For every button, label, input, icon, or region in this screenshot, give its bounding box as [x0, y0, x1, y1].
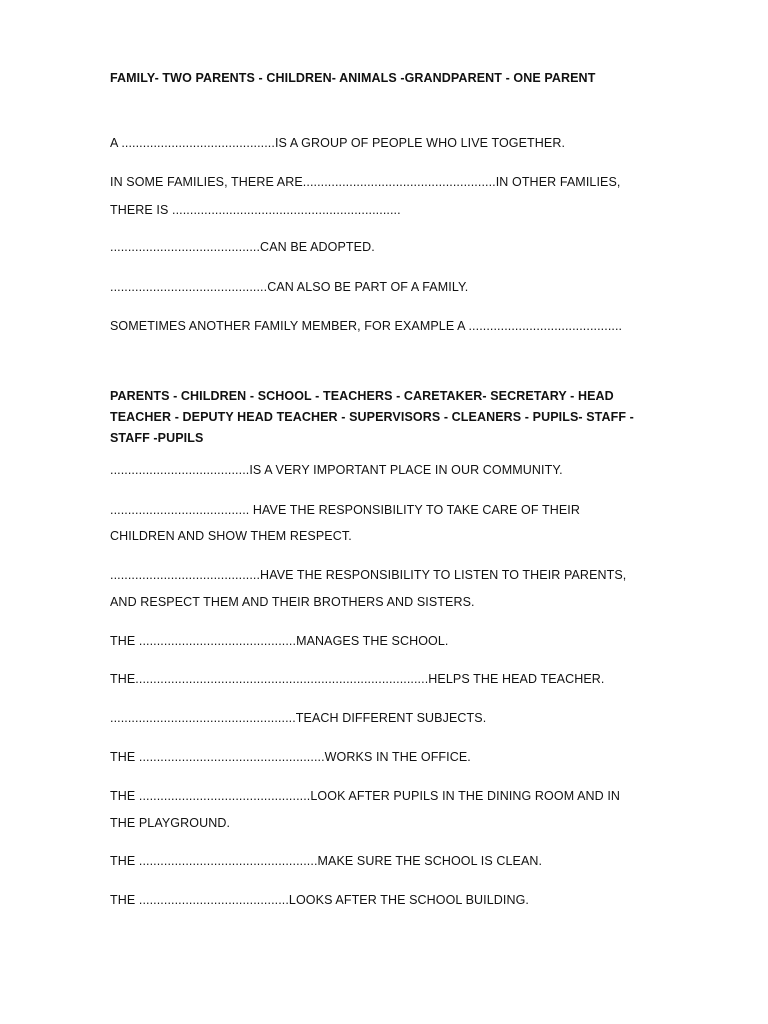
- school-sentence-4: THE ............................................MANAGES THE SCHOOL.: [110, 634, 449, 648]
- school-sentence-9: THE ..................................................MAKE SURE THE SCHOOL IS CLEAN.: [110, 854, 543, 868]
- family-sentence-2a: IN SOME FAMILIES, THERE ARE......................................................IN OTHER FAMILIES,: [110, 175, 621, 189]
- school-sentence-3a: ..........................................HAVE THE RESPONSIBILITY TO LISTEN TO THEIR PARENTS,: [110, 568, 627, 582]
- school-sentence-5: THE..................................................................................HELPS THE HEAD TEACHER.: [110, 672, 605, 686]
- school-sentence-3b: AND RESPECT THEM AND THEIR BROTHERS AND SISTERS.: [110, 595, 475, 609]
- family-sentence-2b: THERE IS ................................................................: [110, 203, 401, 217]
- school-sentence-8a: THE ................................................LOOK AFTER PUPILS IN THE DINING ROOM AND IN: [110, 789, 621, 803]
- school-sentence-10: THE ..........................................LOOKS AFTER THE SCHOOL BUILDING.: [110, 893, 529, 907]
- school-sentence-2b: CHILDREN AND SHOW THEM RESPECT.: [110, 529, 352, 543]
- school-sentence-8b: THE PLAYGROUND.: [110, 816, 231, 830]
- family-sentence-1: A ...........................................IS A GROUP OF PEOPLE WHO LIVE TOGETHER.: [110, 136, 566, 150]
- family-sentence-5: SOMETIMES ANOTHER FAMILY MEMBER, FOR EXAMPLE A ...........................................: [110, 319, 623, 333]
- family-word-bank: FAMILY- TWO PARENTS - CHILDREN- ANIMALS -GRANDPARENT - ONE PARENT: [110, 71, 596, 85]
- school-word-bank: PARENTS - CHILDREN - SCHOOL - TEACHERS - CARETAKER- SECRETARY - HEAD TEACHER - DEPUTY HEAD TEACHER - SUPERVISORS - CLEANERS - PUPILS- STAFF - STAFF -PUPILS: [110, 389, 634, 445]
- school-sentence-7: THE ....................................................WORKS IN THE OFFICE.: [110, 750, 471, 764]
- family-sentence-3: ..........................................CAN BE ADOPTED.: [110, 240, 375, 254]
- family-sentence-4: ............................................CAN ALSO BE PART OF A FAMILY.: [110, 280, 469, 294]
- school-sentence-1: .......................................IS A VERY IMPORTANT PLACE IN OUR COMMUNITY.: [110, 463, 563, 477]
- school-sentence-6: ....................................................TEACH DIFFERENT SUBJECTS.: [110, 711, 487, 725]
- school-sentence-2a: ....................................... HAVE THE RESPONSIBILITY TO TAKE CARE OF THEIR: [110, 503, 580, 517]
